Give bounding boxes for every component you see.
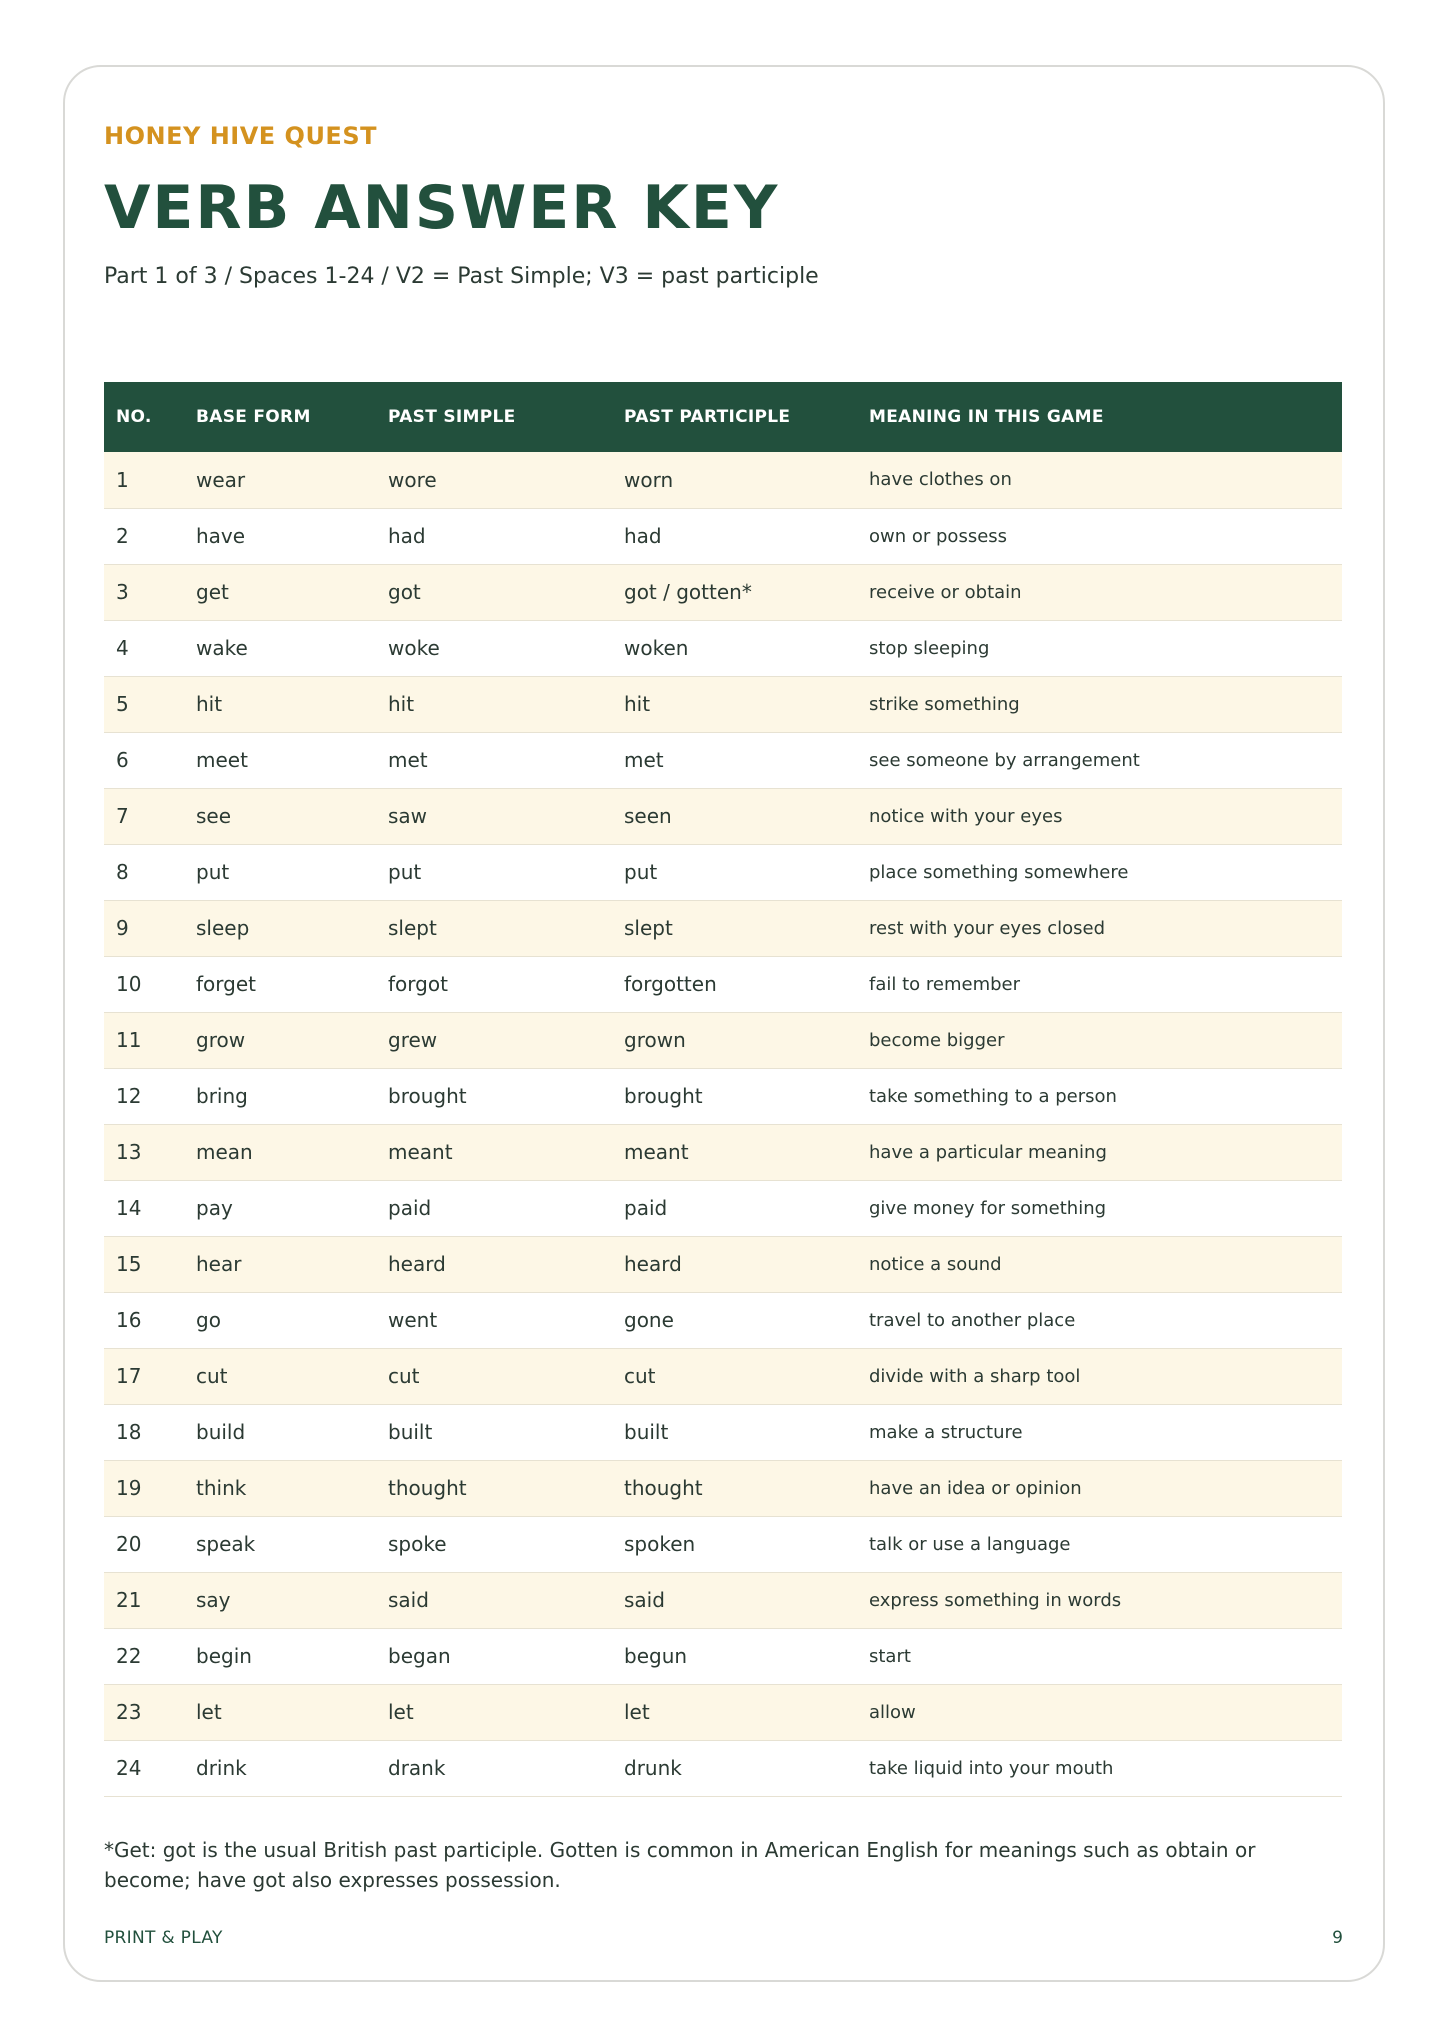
cell-past-participle: gone [624,1308,674,1332]
cell-past-simple: forgot [388,972,448,996]
cell-past-participle: thought [624,1476,703,1500]
cell-no: 7 [116,804,129,828]
table-body [104,452,1342,1796]
cell-past-participle: brought [624,1084,703,1108]
cell-past-participle: forgotten [624,972,717,996]
cell-past-simple: hit [388,692,415,716]
cell-past-participle: put [624,860,658,884]
cell-meaning: place something somewhere [869,861,1129,883]
column-header-past-simple: PAST SIMPLE [388,407,516,427]
table-row [104,452,1342,508]
cell-meaning: become bigger [869,1029,1005,1051]
cell-no: 12 [116,1084,142,1108]
cell-base-form: forget [196,972,256,996]
cell-past-participle: woken [624,636,689,660]
table-row [104,956,1342,1012]
cell-past-simple: let [388,1700,414,1724]
cell-past-simple: brought [388,1084,467,1108]
cell-past-simple: cut [388,1364,420,1388]
cell-base-form: get [196,580,229,604]
cell-base-form: pay [196,1196,233,1220]
cell-no: 23 [116,1700,142,1724]
brand-label: HONEY HIVE QUEST [104,122,377,150]
cell-no: 8 [116,860,129,884]
cell-past-simple: paid [388,1196,432,1220]
cell-meaning: notice with your eyes [869,805,1063,827]
cell-no: 2 [116,524,129,548]
table-row [104,844,1342,900]
cell-meaning: take liquid into your mouth [869,1757,1114,1779]
cell-no: 10 [116,972,142,996]
table-row [104,564,1342,620]
table-row [104,508,1342,564]
cell-past-participle: grown [624,1028,686,1052]
cell-past-participle: said [624,1588,665,1612]
cell-past-simple: meant [388,1140,453,1164]
table-row [104,732,1342,788]
cell-past-participle: hit [624,692,651,716]
page-subtitle: Part 1 of 3 / Spaces 1-24 / V2 = Past Simple; V3 = past participle [104,264,819,289]
cell-base-form: mean [196,1140,253,1164]
cell-base-form: go [196,1308,221,1332]
cell-no: 16 [116,1308,142,1332]
cell-base-form: grow [196,1028,246,1052]
cell-past-participle: had [624,524,662,548]
page-number: 9 [1332,1928,1343,1948]
cell-past-participle: paid [624,1196,668,1220]
cell-base-form: meet [196,748,248,772]
cell-base-form: sleep [196,916,250,940]
cell-past-simple: went [388,1308,438,1332]
table-row [104,1460,1342,1516]
table-row [104,676,1342,732]
table-row [104,1628,1342,1684]
cell-past-participle: worn [624,467,674,492]
cell-past-simple: saw [388,804,428,828]
cell-base-form: have [196,524,246,548]
cell-past-simple: met [388,748,428,772]
table-row [104,900,1342,956]
cell-no: 3 [116,580,129,604]
cell-past-simple: grew [388,1028,438,1052]
cell-past-participle: spoken [624,1532,696,1556]
table-row [104,1348,1342,1404]
cell-base-form: build [196,1420,246,1444]
cell-past-simple: began [388,1644,451,1668]
cell-meaning: divide with a sharp tool [869,1365,1081,1387]
cell-past-participle: built [624,1420,669,1444]
cell-past-participle: heard [624,1252,682,1276]
cell-base-form: begin [196,1644,252,1668]
cell-no: 6 [116,748,129,772]
table-row [104,1012,1342,1068]
cell-meaning: notice a sound [869,1253,1002,1275]
cell-past-simple: had [388,524,426,548]
cell-meaning: own or possess [869,525,1008,547]
cell-no: 11 [116,1028,142,1052]
cell-no: 24 [116,1756,142,1780]
cell-past-participle: seen [624,804,672,828]
cell-no: 21 [116,1588,142,1612]
cell-no: 1 [116,467,129,492]
page-title: VERB ANSWER KEY [104,173,780,243]
column-header-no: NO. [116,407,152,427]
cell-no: 5 [116,692,129,716]
cell-meaning: fail to remember [869,973,1021,995]
cell-meaning: have a particular meaning [869,1141,1107,1163]
cell-meaning: talk or use a language [869,1533,1071,1555]
table-row [104,1236,1342,1292]
cell-meaning: take something to a person [869,1085,1117,1107]
cell-meaning: make a structure [869,1421,1023,1443]
cell-meaning: strike something [869,693,1020,715]
cell-meaning: start [869,1645,911,1667]
cell-past-participle: meant [624,1140,689,1164]
footer-label: PRINT & PLAY [104,1928,223,1948]
cell-no: 20 [116,1532,142,1556]
cell-no: 13 [116,1140,142,1164]
cell-past-participle: drunk [624,1756,682,1780]
cell-no: 14 [116,1196,142,1220]
cell-past-participle: begun [624,1644,688,1668]
cell-past-simple: woke [388,636,440,660]
cell-meaning: rest with your eyes closed [869,917,1106,939]
column-header-meaning: MEANING IN THIS GAME [869,407,1104,427]
cell-no: 18 [116,1420,142,1444]
cell-past-simple: put [388,860,422,884]
cell-base-form: wake [196,636,248,660]
table-row [104,1068,1342,1124]
table-row [104,1684,1342,1740]
cell-base-form: put [196,860,230,884]
cell-past-participle: cut [624,1364,656,1388]
cell-past-simple: built [388,1420,433,1444]
cell-base-form: wear [196,467,246,492]
cell-past-simple: spoke [388,1532,447,1556]
cell-base-form: hit [196,692,223,716]
cell-base-form: hear [196,1252,242,1276]
table-row [104,1572,1342,1628]
cell-past-participle: slept [624,916,673,940]
cell-meaning: have an idea or opinion [869,1477,1082,1499]
table-row [104,1516,1342,1572]
table-row [104,1740,1342,1796]
verb-table [104,382,1342,1797]
cell-base-form: think [196,1476,247,1500]
table-row [104,1180,1342,1236]
cell-base-form: say [196,1588,231,1612]
table-row [104,1124,1342,1180]
cell-base-form: see [196,804,232,828]
cell-past-simple: thought [388,1476,467,1500]
cell-meaning: receive or obtain [869,581,1022,603]
cell-past-simple: wore [388,467,437,492]
cell-base-form: cut [196,1364,228,1388]
table-header-row [104,382,1342,452]
cell-base-form: speak [196,1532,256,1556]
cell-past-participle: let [624,1700,650,1724]
column-header-base-form: BASE FORM [196,407,311,427]
footnote: *Get: got is the usual British past participle. Gotten is common in American English for meanings such as obtain or become; have got also expresses possession. [104,1838,1256,1892]
table-row [104,1292,1342,1348]
cell-no: 17 [116,1364,142,1388]
cell-meaning: express something in words [869,1589,1122,1611]
cell-past-simple: heard [388,1252,446,1276]
cell-no: 9 [116,916,129,940]
cell-no: 15 [116,1252,142,1276]
cell-past-simple: slept [388,916,437,940]
cell-meaning: travel to another place [869,1309,1076,1331]
cell-meaning: allow [869,1701,916,1723]
cell-past-simple: said [388,1588,429,1612]
column-header-past-participle: PAST PARTICIPLE [624,407,791,427]
cell-meaning: give money for something [869,1197,1107,1219]
table-row [104,620,1342,676]
cell-base-form: bring [196,1084,248,1108]
cell-past-simple: got [388,580,421,604]
cell-base-form: let [196,1700,222,1724]
cell-base-form: drink [196,1756,247,1780]
cell-past-simple: drank [388,1756,446,1780]
cell-no: 19 [116,1476,142,1500]
table-row [104,788,1342,844]
cell-meaning: see someone by arrangement [869,749,1140,771]
cell-past-participle: met [624,748,664,772]
cell-past-participle: got / gotten* [624,580,752,604]
table-row [104,1404,1342,1460]
cell-meaning: have clothes on [869,469,1012,491]
cell-no: 4 [116,636,129,660]
cell-meaning: stop sleeping [869,637,990,659]
cell-no: 22 [116,1644,142,1668]
